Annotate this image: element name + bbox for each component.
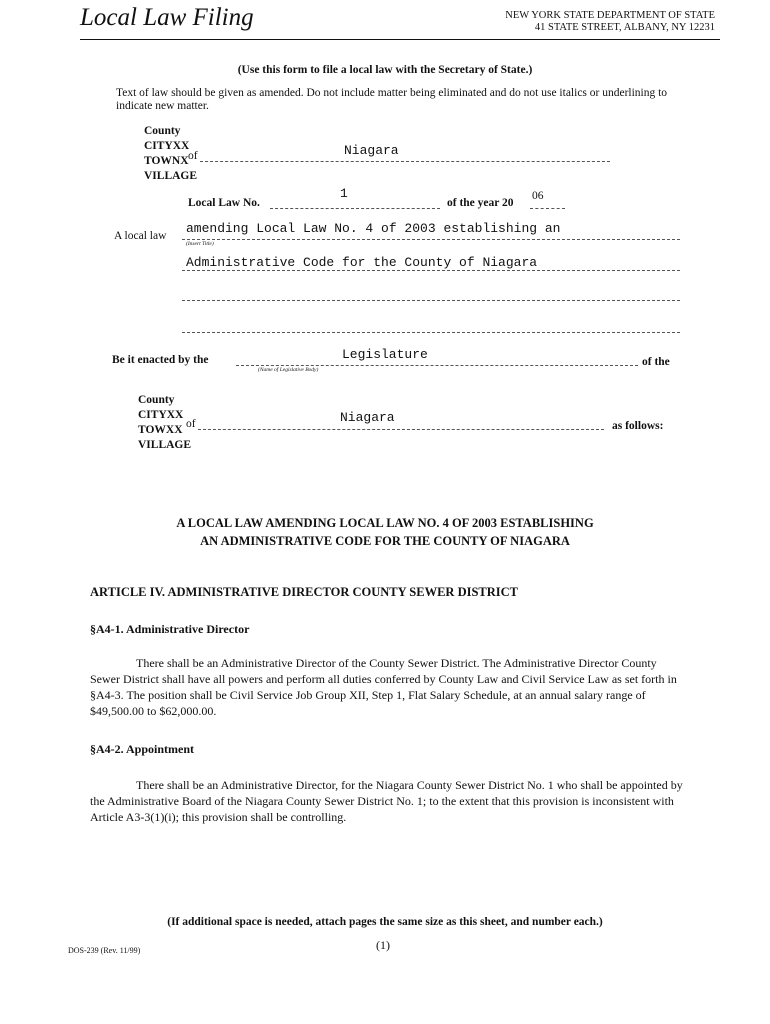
form-id: DOS-239 (Rev. 11/99) (68, 946, 141, 955)
page-number: (1) (376, 938, 390, 952)
section-1-text: There shall be an Administrative Director of the County Sewer District. The Administrative Director County Sewer District shall have all powers and perform all duties conferred by County Law and Civil Service Law as set forth in §A4-3. The position shall be Civil Service Job Group XII, Step 1, Flat Salary Schedule, at an annual salary range of $49,500.00 to $62,000.00. (90, 656, 677, 718)
of-the-label: of the (642, 356, 670, 368)
section-2-text: There shall be an Administrative Director, for the Niagara County Sewer District No. 1 who shall be appointed by the Administrative Board of the Niagara County Sewer District No. 1; to the extent that this provision is inconsistent with Article A3-3(1)(i); this provision shall be controlling. (90, 778, 683, 824)
local-law-no-value: 1 (340, 186, 348, 201)
gov-name-value-2: Niagara (340, 410, 395, 425)
gov-type-list-2 (138, 393, 191, 453)
section-1-title: §A4-1. Administrative Director (90, 622, 250, 636)
gov-name-line-2 (198, 429, 604, 430)
additional-space-note: (If additional space is needed, attach pages the same size as this sheet, and number each.) (167, 916, 603, 928)
gov-type-town-2: TOWXX (138, 424, 183, 436)
legislative-caption: (Name of Legislative Body) (258, 367, 319, 373)
title-rule-2 (182, 270, 680, 271)
of-label-2: of (186, 418, 196, 430)
department-address (440, 10, 715, 34)
form-instructions: (Use this form to file a local law with the Secretary of State.) (237, 64, 533, 76)
header-rule (80, 39, 720, 40)
department-name: NEW YORK STATE DEPARTMENT OF STATE (505, 10, 715, 21)
gov-type-town: TOWNX (144, 155, 189, 167)
gov-type-county-2: County (138, 394, 175, 406)
department-street: 41 STATE STREET, ALBANY, NY 12231 (534, 22, 715, 33)
gov-name-value: Niagara (344, 143, 399, 158)
title-rule-4 (182, 332, 680, 333)
legislative-body-line (236, 365, 638, 366)
title-rule-1 (182, 239, 680, 240)
article-heading: ARTICLE IV. ADMINISTRATIVE DIRECTOR COUNTY SEWER DISTRICT (90, 585, 519, 599)
form-title: Local Law Filing (80, 4, 254, 31)
gov-type-city-2: CITYXX (138, 409, 184, 421)
a-local-law-label: A local law (114, 230, 167, 242)
local-law-no-line (270, 208, 440, 209)
title-line-1: amending Local Law No. 4 of 2003 establishing an (186, 221, 561, 236)
form-note: Text of law should be given as amended. Do not include matter being eliminated and do not use italics or underlining to indicate new matter. (116, 87, 668, 112)
year-label: of the year 20 (447, 197, 514, 209)
enacted-label: Be it enacted by the (112, 354, 209, 366)
gov-type-village-2: VILLAGE (138, 439, 192, 451)
local-law-no-label: Local Law No. (188, 197, 260, 209)
legislative-body-value: Legislature (342, 347, 428, 362)
title-line-2: Administrative Code for the County of Niagara (186, 255, 538, 270)
gov-name-line (200, 161, 610, 162)
gov-type-village: VILLAGE (144, 170, 198, 182)
as-follows-label: as follows: (612, 420, 664, 432)
year-value: 06 (532, 190, 544, 202)
insert-title-caption: (Insert Title) (186, 241, 214, 247)
gov-type-county: County (144, 125, 181, 137)
law-heading-line-1: A LOCAL LAW AMENDING LOCAL LAW NO. 4 OF 2003 ESTABLISHING (176, 516, 594, 530)
of-label: of (188, 150, 198, 162)
title-rule-3 (182, 300, 680, 301)
gov-type-city: CITYXX (144, 140, 190, 152)
year-line (530, 208, 565, 209)
section-2-title: §A4-2. Appointment (90, 742, 195, 756)
law-heading-line-2: AN ADMINISTRATIVE CODE FOR THE COUNTY OF NIAGARA (200, 534, 570, 548)
